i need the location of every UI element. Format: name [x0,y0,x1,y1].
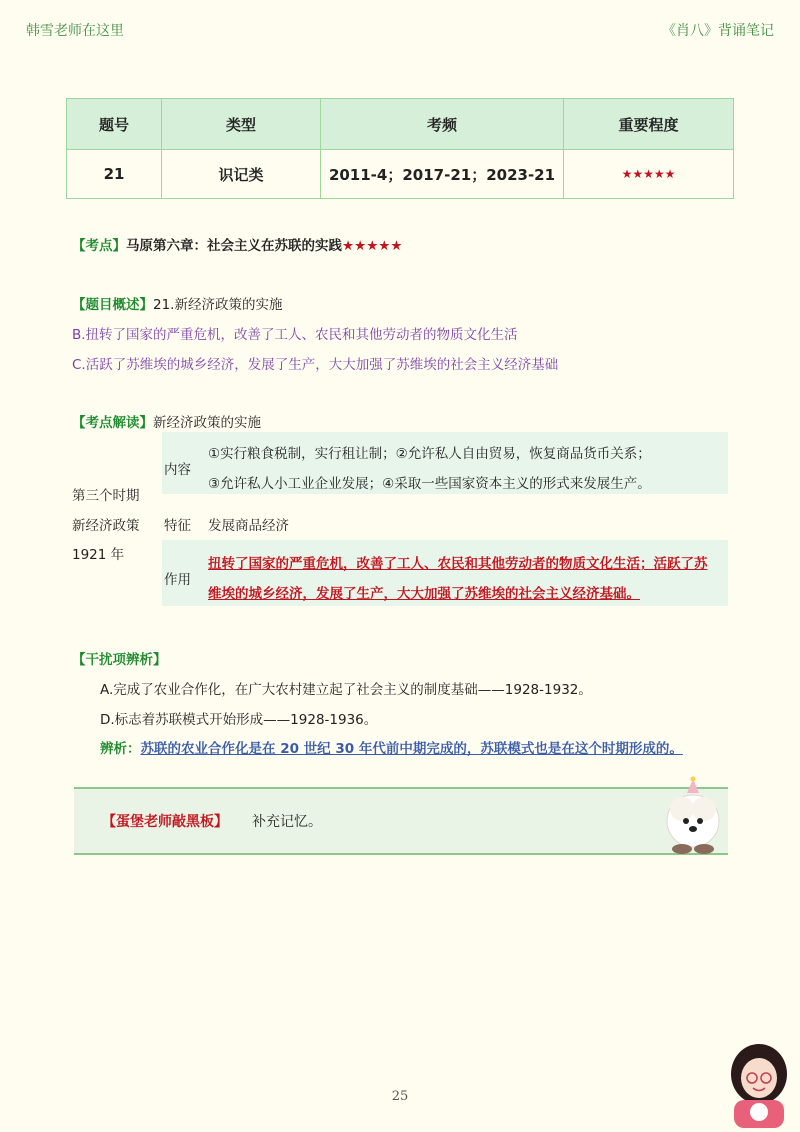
page-number: 25 [391,1089,409,1104]
distractor-option-d: D.标志着苏联模式开始形成——1928-1936。 [100,712,378,728]
header-importance: 重要程度 [564,99,734,150]
overview-option-c: C.活跃了苏维埃的城乡经济，发展了生产，大大加强了苏维埃的社会主义经济基础 [72,357,559,373]
blackboard-note [74,787,728,855]
bianxi-line [100,737,683,757]
meta-header-row [67,99,734,150]
overview-section [72,293,282,313]
content-line-1: ①实行粮食税制，实行租让制；②允许私人自由贸易，恢复商品货币关系； [208,446,651,462]
dog-mascot-icon [660,775,726,855]
cell-type: 识记类 [162,150,321,199]
board-text: 补充记忆。 [252,814,322,830]
content-label: 内容 [164,462,191,478]
effect-line-1: 扭转了国家的严重危机，改善了工人、农民和其他劳动者的物质文化生活；活跃了苏 [208,556,708,572]
kaodian-text: 马原第六章：社会主义在苏联的实践 [126,238,342,254]
header-number: 题号 [67,99,162,150]
effect-line-2: 维埃的城乡经济，发展了生产，大大加强了苏维埃的社会主义经济基础。 [208,586,640,602]
period-label: 第三个时期 [72,488,140,504]
header-frequency: 考频 [321,99,564,150]
analysis-tag: 【考点解读】 [72,415,153,431]
analysis-title: 新经济政策的实施 [153,415,261,431]
effect-label: 作用 [164,572,191,588]
feature-label: 特征 [164,518,191,534]
cell-frequency: 2011-4；2017-21；2023-21 [321,150,564,199]
header-right: 《肖八》背诵笔记 [662,23,774,39]
kaodian-tag: 【考点】 [72,238,126,254]
distractor-tag: 【干扰项辨析】 [72,652,167,668]
meta-table [66,98,734,199]
kaodian-section [72,234,403,254]
distractor-option-a: A.完成了农业合作化，在广大农村建立起了社会主义的制度基础——1928-1932。 [100,682,592,698]
overview-title: 21.新经济政策的实施 [153,297,283,313]
overview-option-b: B.扭转了国家的严重危机，改善了工人、农民和其他劳动者的物质文化生活 [72,327,518,343]
content-line-2: ③允许私人小工业企业发展；④采取一些国家资本主义的形式来发展生产。 [208,476,651,492]
board-title: 【蛋堡老师敲黑板】 [102,814,228,830]
bianxi-label: 辨析： [100,741,141,757]
header-left: 韩雪老师在这里 [26,23,124,39]
period-column [72,432,162,606]
analysis-table [72,432,728,606]
feature-text: 发展商品经济 [208,518,289,534]
header-type: 类型 [162,99,321,150]
meta-data-row [67,150,734,199]
teacher-avatar-icon [724,1040,794,1128]
cell-importance-stars: ★★★★★ [564,150,734,199]
overview-tag: 【题目概述】 [72,297,153,313]
year-label: 1921 年 [72,547,125,563]
kaodian-stars: ★★★★★ [342,238,403,254]
analysis-section [72,411,261,431]
distractor-section [72,648,167,668]
policy-label: 新经济政策 [72,518,140,534]
cell-number: 21 [67,150,162,199]
bianxi-text: 苏联的农业合作化是在 20 世纪 30 年代前中期完成的，苏联模式也是在这个时期形成的。 [140,741,683,757]
